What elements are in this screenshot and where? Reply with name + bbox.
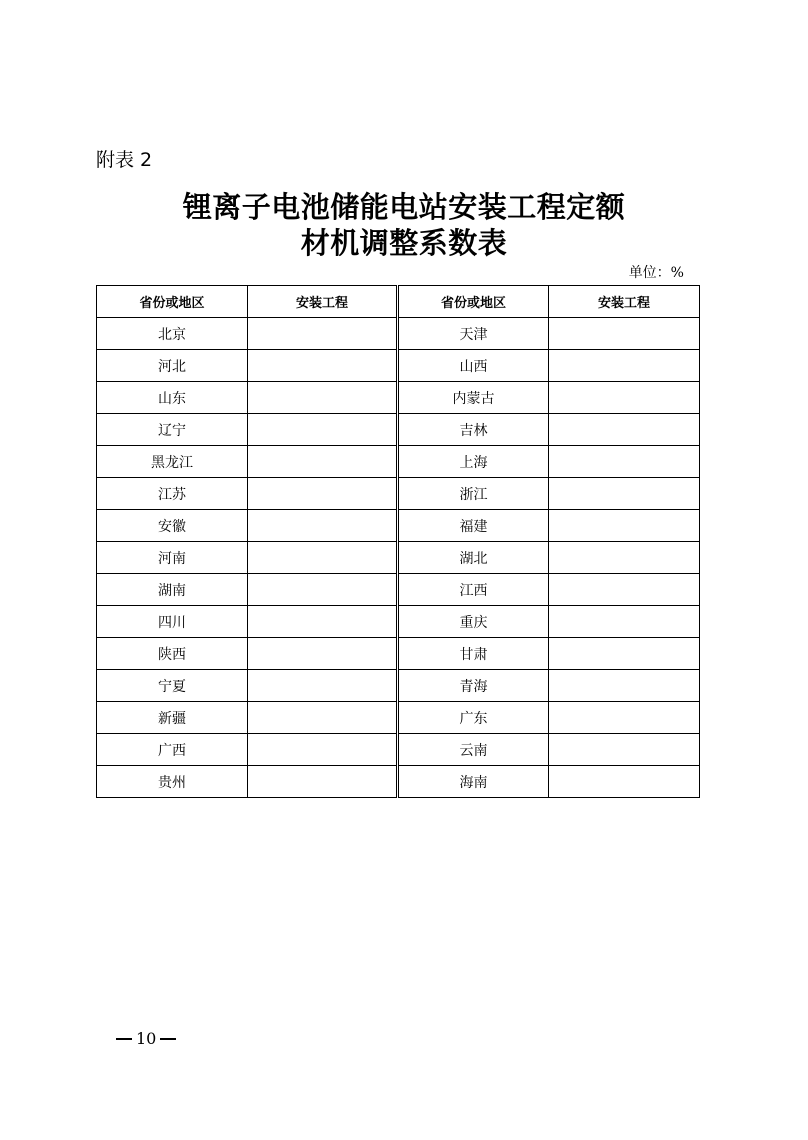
region-cell-left: 黑龙江 [97, 446, 248, 478]
region-cell-left: 江苏 [97, 478, 248, 510]
header-install-left: 安装工程 [248, 286, 398, 318]
install-value-cell-left [248, 542, 398, 574]
install-value-cell-left [248, 478, 398, 510]
table-row [97, 382, 700, 414]
page-dash-left [116, 1038, 132, 1040]
install-value-cell-right [549, 606, 700, 638]
install-value-cell-right [549, 510, 700, 542]
install-value-cell-right [549, 734, 700, 766]
page-footer [116, 1028, 176, 1050]
region-cell-left: 河南 [97, 542, 248, 574]
table-row [97, 734, 700, 766]
install-value-cell-right [549, 542, 700, 574]
region-cell-left: 贵州 [97, 766, 248, 798]
table-row [97, 606, 700, 638]
table-header-row [97, 286, 700, 318]
install-value-cell-right [549, 574, 700, 606]
install-value-cell-left [248, 574, 398, 606]
region-cell-left: 四川 [97, 606, 248, 638]
region-cell-right: 福建 [398, 510, 549, 542]
install-value-cell-left [248, 446, 398, 478]
table-row [97, 318, 700, 350]
header-install-right: 安装工程 [549, 286, 700, 318]
table-row [97, 542, 700, 574]
header-region-right: 省份或地区 [398, 286, 549, 318]
table-body [97, 318, 700, 798]
region-cell-left: 山东 [97, 382, 248, 414]
install-value-cell-right [549, 702, 700, 734]
region-cell-right: 广东 [398, 702, 549, 734]
install-value-cell-left [248, 734, 398, 766]
table-row [97, 414, 700, 446]
install-value-cell-right [549, 670, 700, 702]
table-row [97, 702, 700, 734]
document-title-line-2: 材机调整系数表 [300, 226, 508, 260]
region-cell-right: 内蒙古 [398, 382, 549, 414]
table-row [97, 638, 700, 670]
table-row [97, 478, 700, 510]
table-row [97, 574, 700, 606]
region-cell-right: 山西 [398, 350, 549, 382]
region-cell-right: 上海 [398, 446, 549, 478]
install-value-cell-left [248, 606, 398, 638]
install-value-cell-left [248, 510, 398, 542]
install-value-cell-left [248, 350, 398, 382]
region-cell-right: 海南 [398, 766, 549, 798]
region-cell-right: 甘肃 [398, 638, 549, 670]
region-cell-left: 宁夏 [97, 670, 248, 702]
install-value-cell-right [549, 382, 700, 414]
install-value-cell-left [248, 382, 398, 414]
region-cell-right: 天津 [398, 318, 549, 350]
region-cell-left: 湖南 [97, 574, 248, 606]
region-cell-right: 青海 [398, 670, 549, 702]
region-cell-right: 浙江 [398, 478, 549, 510]
unit-label: 单位：% [628, 265, 684, 281]
region-cell-left: 安徽 [97, 510, 248, 542]
annex-label: 附表 2 [96, 149, 153, 171]
region-cell-right: 湖北 [398, 542, 549, 574]
table-row [97, 766, 700, 798]
region-cell-left: 河北 [97, 350, 248, 382]
install-value-cell-right [549, 478, 700, 510]
region-cell-left: 辽宁 [97, 414, 248, 446]
install-value-cell-left [248, 638, 398, 670]
install-value-cell-right [549, 766, 700, 798]
region-cell-left: 广西 [97, 734, 248, 766]
document-title-line-1: 锂离子电池储能电站安装工程定额 [182, 190, 626, 224]
region-cell-right: 重庆 [398, 606, 549, 638]
install-value-cell-left [248, 670, 398, 702]
table-row [97, 670, 700, 702]
table-row [97, 510, 700, 542]
install-value-cell-left [248, 702, 398, 734]
install-value-cell-left [248, 414, 398, 446]
install-value-cell-right [549, 414, 700, 446]
install-value-cell-left [248, 766, 398, 798]
region-cell-right: 江西 [398, 574, 549, 606]
table-row [97, 446, 700, 478]
install-value-cell-right [549, 446, 700, 478]
page-number: 10 [136, 1029, 157, 1048]
region-cell-left: 北京 [97, 318, 248, 350]
install-value-cell-left [248, 318, 398, 350]
header-region-left: 省份或地区 [97, 286, 248, 318]
install-value-cell-right [549, 638, 700, 670]
region-cell-right: 吉林 [398, 414, 549, 446]
coefficient-table [96, 285, 700, 798]
page-dash-right [160, 1038, 176, 1040]
region-cell-left: 新疆 [97, 702, 248, 734]
install-value-cell-right [549, 318, 700, 350]
region-cell-left: 陕西 [97, 638, 248, 670]
table-row [97, 350, 700, 382]
install-value-cell-right [549, 350, 700, 382]
region-cell-right: 云南 [398, 734, 549, 766]
